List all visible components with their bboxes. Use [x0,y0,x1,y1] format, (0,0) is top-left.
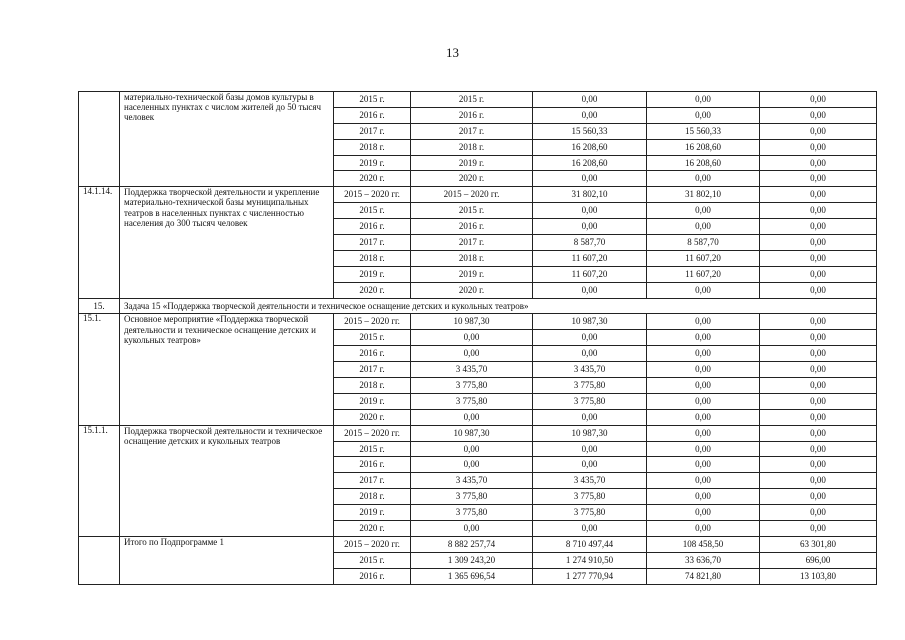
period-cell: 2019 г. [334,393,411,409]
value-cell: 16 208,60 [533,139,647,155]
value-cell: 0,00 [760,393,877,409]
value-cell: 0,00 [760,123,877,139]
value-cell: 0,00 [760,489,877,505]
period-cell: 2015 – 2020 гг. [334,314,411,330]
value-cell: 0,00 [533,521,647,537]
period-cell: 2019 г. [334,266,411,282]
value-cell: 0,00 [760,441,877,457]
value-cell: 2019 г. [411,155,533,171]
value-cell: 0,00 [411,409,533,425]
value-cell: 11 607,20 [533,250,647,266]
value-cell: 11 607,20 [647,250,760,266]
value-cell: 0,00 [533,330,647,346]
value-cell: 0,00 [411,521,533,537]
table-row [79,425,877,441]
row-number: 14.1.14. [79,187,120,298]
value-cell: 0,00 [533,346,647,362]
table-row [79,187,877,203]
value-cell: 3 775,80 [411,378,533,394]
period-cell: 2017 г. [334,362,411,378]
value-cell: 0,00 [760,282,877,298]
value-cell: 0,00 [647,457,760,473]
value-cell: 3 775,80 [411,393,533,409]
value-cell: 0,00 [647,425,760,441]
value-cell: 2017 г. [411,123,533,139]
value-cell: 8 710 497,44 [533,536,647,552]
value-cell: 0,00 [647,441,760,457]
value-cell: 2015 г. [411,92,533,108]
value-cell: 0,00 [411,457,533,473]
value-cell: 3 435,70 [411,362,533,378]
value-cell: 8 882 257,74 [411,536,533,552]
activity-name: Поддержка творческой деятельности и техническое оснащение детских и кукольных театров [120,425,334,536]
value-cell: 0,00 [760,505,877,521]
value-cell: 15 560,33 [647,123,760,139]
value-cell: 0,00 [760,219,877,235]
period-cell: 2015 г. [334,330,411,346]
value-cell: 0,00 [533,203,647,219]
table-row [79,314,877,330]
value-cell: 31 802,10 [647,187,760,203]
value-cell: 3 775,80 [411,505,533,521]
task-row [79,298,877,314]
period-cell: 2020 г. [334,521,411,537]
period-cell: 2016 г. [334,107,411,123]
value-cell: 0,00 [760,139,877,155]
value-cell: 0,00 [760,187,877,203]
period-cell: 2015 – 2020 гг. [334,536,411,552]
value-cell: 15 560,33 [533,123,647,139]
activity-name: Поддержка творческой деятельности и укрепление материально-технической базы муниципальных театров в населенных пунктах с численностью населения до 300 тысяч человек [120,187,334,298]
value-cell: 2018 г. [411,139,533,155]
value-cell: 10 987,30 [411,425,533,441]
value-cell: 0,00 [760,203,877,219]
value-cell: 10 987,30 [533,425,647,441]
period-cell: 2020 г. [334,282,411,298]
value-cell: 0,00 [760,378,877,394]
period-cell: 2017 г. [334,235,411,251]
value-cell: 0,00 [760,266,877,282]
task-number: 15. [79,298,120,314]
table-row [79,536,877,552]
value-cell: 0,00 [647,330,760,346]
table-row [79,92,877,108]
budget-table-body [79,92,877,585]
period-cell: 2018 г. [334,378,411,394]
value-cell: 3 435,70 [533,362,647,378]
period-cell: 2015 г. [334,203,411,219]
value-cell: 0,00 [411,330,533,346]
value-cell: 0,00 [647,521,760,537]
value-cell: 0,00 [760,425,877,441]
row-number [79,92,120,187]
value-cell: 0,00 [647,378,760,394]
value-cell: 0,00 [533,107,647,123]
value-cell: 0,00 [760,346,877,362]
value-cell: 0,00 [533,282,647,298]
value-cell: 696,00 [760,552,877,568]
value-cell: 31 802,10 [533,187,647,203]
value-cell: 11 607,20 [647,266,760,282]
period-cell: 2016 г. [334,346,411,362]
value-cell: 3 775,80 [411,489,533,505]
value-cell: 0,00 [647,362,760,378]
period-cell: 2016 г. [334,457,411,473]
value-cell: 0,00 [647,314,760,330]
value-cell: 0,00 [647,346,760,362]
value-cell: 3 775,80 [533,505,647,521]
period-cell: 2015 – 2020 гг. [334,425,411,441]
value-cell: 0,00 [760,330,877,346]
row-number [79,536,120,584]
value-cell: 0,00 [647,393,760,409]
period-cell: 2019 г. [334,505,411,521]
page-number: 13 [446,45,459,60]
value-cell: 0,00 [647,282,760,298]
value-cell: 3 435,70 [533,473,647,489]
value-cell: 1 277 770,94 [533,568,647,584]
value-cell: 0,00 [760,409,877,425]
value-cell: 0,00 [760,107,877,123]
value-cell: 16 208,60 [647,139,760,155]
value-cell: 0,00 [760,521,877,537]
value-cell: 0,00 [760,92,877,108]
period-cell: 2020 г. [334,171,411,187]
row-number: 15.1. [79,314,120,425]
value-cell: 0,00 [647,171,760,187]
value-cell: 1 365 696,54 [411,568,533,584]
value-cell: 0,00 [647,489,760,505]
value-cell: 3 775,80 [533,378,647,394]
value-cell: 0,00 [760,457,877,473]
value-cell: 2017 г. [411,235,533,251]
value-cell: 2020 г. [411,171,533,187]
value-cell: 8 587,70 [647,235,760,251]
period-cell: 2017 г. [334,473,411,489]
value-cell: 2016 г. [411,219,533,235]
value-cell: 8 587,70 [533,235,647,251]
period-cell: 2020 г. [334,409,411,425]
period-cell: 2019 г. [334,155,411,171]
value-cell: 0,00 [647,409,760,425]
value-cell: 2016 г. [411,107,533,123]
value-cell: 1 309 243,20 [411,552,533,568]
value-cell: 0,00 [760,155,877,171]
value-cell: 0,00 [647,107,760,123]
value-cell: 0,00 [533,409,647,425]
value-cell: 0,00 [760,362,877,378]
period-cell: 2015 г. [334,552,411,568]
value-cell: 3 435,70 [411,473,533,489]
value-cell: 16 208,60 [533,155,647,171]
value-cell: 0,00 [411,441,533,457]
budget-table [78,91,877,585]
value-cell: 0,00 [533,457,647,473]
value-cell: 0,00 [760,235,877,251]
period-cell: 2018 г. [334,250,411,266]
period-cell: 2016 г. [334,568,411,584]
value-cell: 0,00 [533,171,647,187]
value-cell: 33 636,70 [647,552,760,568]
value-cell: 0,00 [533,219,647,235]
value-cell: 0,00 [647,505,760,521]
value-cell: 16 208,60 [647,155,760,171]
value-cell: 0,00 [760,314,877,330]
period-cell: 2018 г. [334,139,411,155]
value-cell: 108 458,50 [647,536,760,552]
value-cell: 2020 г. [411,282,533,298]
value-cell: 74 821,80 [647,568,760,584]
value-cell: 0,00 [533,92,647,108]
value-cell: 0,00 [647,203,760,219]
period-cell: 2017 г. [334,123,411,139]
period-cell: 2018 г. [334,489,411,505]
value-cell: 0,00 [647,92,760,108]
value-cell: 13 103,80 [760,568,877,584]
value-cell: 10 987,30 [411,314,533,330]
row-number: 15.1.1. [79,425,120,536]
value-cell: 10 987,30 [533,314,647,330]
period-cell: 2015 г. [334,441,411,457]
value-cell: 2019 г. [411,266,533,282]
value-cell: 0,00 [647,473,760,489]
value-cell: 0,00 [411,346,533,362]
value-cell: 0,00 [760,171,877,187]
value-cell: 63 301,80 [760,536,877,552]
value-cell: 2018 г. [411,250,533,266]
value-cell: 0,00 [760,250,877,266]
value-cell: 1 274 910,50 [533,552,647,568]
activity-name: Итого по Подпрограмме 1 [120,536,334,584]
value-cell: 3 775,80 [533,393,647,409]
value-cell: 0,00 [647,219,760,235]
value-cell: 2015 – 2020 гг. [411,187,533,203]
activity-name: Основное мероприятие «Поддержка творческой деятельности и техническое оснащение детских и кукольных театров» [120,314,334,425]
task-title: Задача 15 «Поддержка творческой деятельности и техническое оснащение детских и кукольных театров» [120,298,877,314]
activity-name: материально-технической базы домов культуры в населенных пунктах с числом жителей до 50 тысяч человек [120,92,334,187]
value-cell: 2015 г. [411,203,533,219]
period-cell: 2015 г. [334,92,411,108]
value-cell: 11 607,20 [533,266,647,282]
value-cell: 0,00 [533,441,647,457]
period-cell: 2016 г. [334,219,411,235]
period-cell: 2015 – 2020 гг. [334,187,411,203]
value-cell: 3 775,80 [533,489,647,505]
value-cell: 0,00 [760,473,877,489]
